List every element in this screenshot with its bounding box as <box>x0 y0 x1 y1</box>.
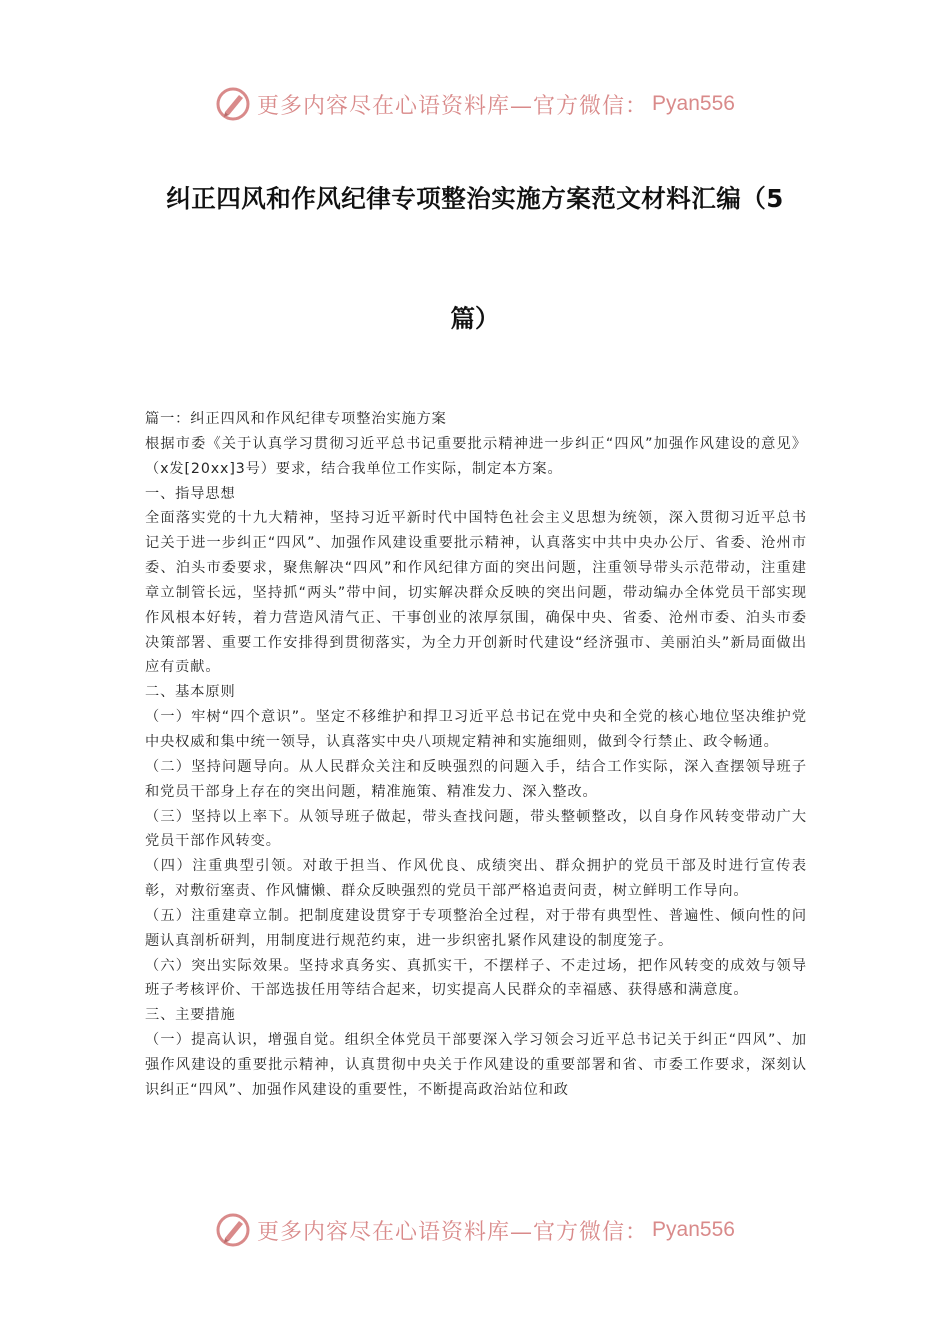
paragraph: （四）注重典型引领。对敢于担当、作风优良、成绩突出、群众拥护的党员干部及时进行宣传表彰，对敷衍塞责、作风慵懒、群众反映强烈的党员干部严格追责问责，树立鲜明工作导向。 <box>145 858 807 900</box>
document-title-line-1: 纠正四风和作风纪律专项整治实施方案范文材料汇编（5 <box>166 184 784 213</box>
banner-wechat-id: Pyan556 <box>652 92 735 115</box>
section-heading: 二、基本原则 <box>145 684 236 701</box>
section-heading: 篇一：纠正四风和作风纪律专项整治实施方案 <box>145 411 447 427</box>
paragraph: （五）注重建章立制。把制度建设贯穿于专项整治全过程，对于带有典型性、普遍性、倾向性的问题认真剖析研判，用制度进行规范约束，进一步织密扎紧作风建设的制度笼子。 <box>145 907 807 949</box>
paragraph: （一）牢树“四个意识”。坚定不移维护和捍卫习近平总书记在党中央和全党的核心地位坚决维护党中央权威和集中统一领导，认真落实中央八项规定精神和实施细则，做到令行禁止、政令畅通。 <box>145 709 807 750</box>
document-title-line-2: 篇） <box>450 304 500 333</box>
banner-text: 更多内容尽在心语资料库—官方微信： <box>257 1219 649 1245</box>
section-heading: 一、指导思想 <box>145 485 236 502</box>
paragraph: 根据市委《关于认真学习贯彻习近平总书记重要批示精神进一步纠正“四风”加强作风建设的意见》（x发[20xx]3号）要求，结合我单位工作实际，制定本方案。 <box>145 435 807 477</box>
paragraph: （一）提高认识，增强自觉。组织全体党员干部要深入学习领会习近平总书记关于纠正“四风”、加强作风建设的重要批示精神，认真贯彻中央关于作风建设的重要部署和省、市委工作要求，深刻认识纠正“四风”、加强作风建设的重要性，不断提高政治站位和政 <box>145 1032 807 1098</box>
footer-watermark-banner <box>0 1210 950 1250</box>
banner-wechat-id: Pyan556 <box>652 1218 735 1241</box>
header-watermark-banner <box>0 84 950 124</box>
pen-logo-icon <box>215 86 251 122</box>
paragraph: （二）坚持问题导向。从人民群众关注和反映强烈的问题入手，结合工作实际，深入查摆领导班子和党员干部身上存在的突出问题，精准施策、精准发力、深入整改。 <box>145 758 807 800</box>
document-body <box>145 407 807 1103</box>
section-heading: 三、主要措施 <box>145 1007 236 1024</box>
banner-text: 更多内容尽在心语资料库—官方微信： <box>257 93 649 119</box>
pen-logo-icon <box>215 1212 251 1248</box>
paragraph: （六）突出实际效果。坚持求真务实、真抓实干，不摆样子、不走过场，把作风转变的成效与领导班子考核评价、干部选拔任用等结合起来，切实提高人民群众的幸福感、获得感和满意度。 <box>145 957 807 999</box>
paragraph: （三）坚持以上率下。从领导班子做起，带头查找问题，带头整顿整改，以自身作风转变带动广大党员干部作风转变。 <box>145 808 807 850</box>
paragraph: 全面落实党的十九大精神，坚持习近平新时代中国特色社会主义思想为统领，深入贯彻习近平总书记关于进一步纠正“四风”、加强作风建设重要批示精神，认真落实中共中央办公厅、省委、沧州市委、泊头市委要求，聚焦解决“四风”和作风纪律方面的突出问题，注重领导带头示范带动，注重建章立制管长远，坚持抓“两头”带中间，切实解决群众反映的突出问题，带动编办全体党员干部实现作风根本好转，着力营造风清气正、干事创业的浓厚氛围，确保中央、省委、沧州市委、泊头市委决策部署、重要工作安排得到贯彻落实，为全力开创新时代建设“经济强市、美丽泊头”新局面做出应有贡献。 <box>145 510 807 676</box>
